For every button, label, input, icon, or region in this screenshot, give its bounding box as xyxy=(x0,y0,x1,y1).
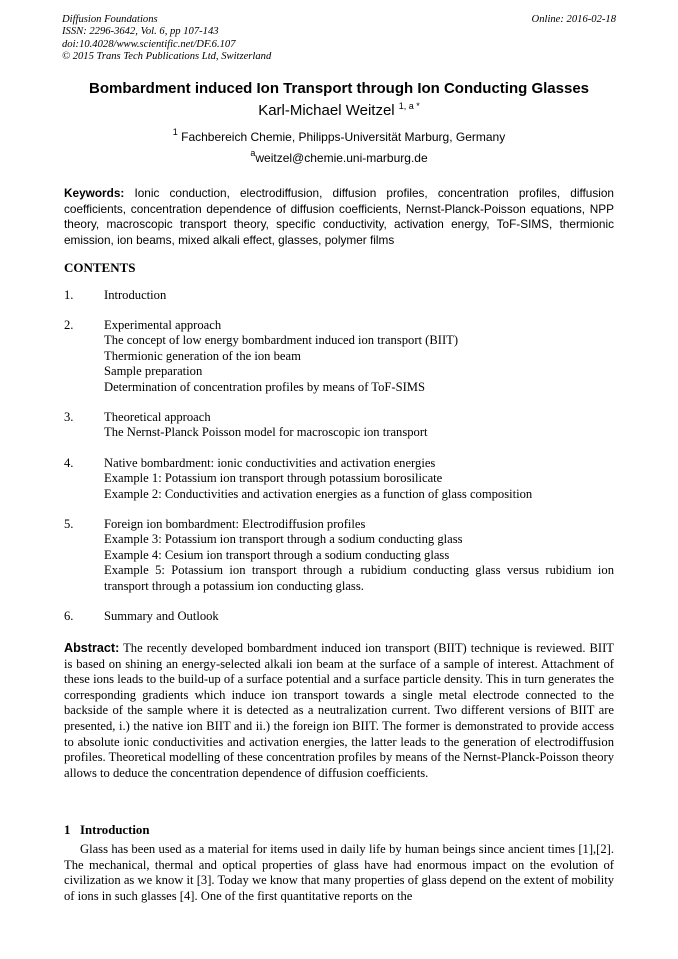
keywords-text: Ionic conduction, electrodiffusion, diffusion profiles, concentration profiles, diffusion coefficients, concentration dependence of diffusion coefficients, Nernst-Planck-Poisson equations, NPP theory, macroscopic transport theory, specific conductivity, activation energy, ToF-SIMS, thermionic emission, ion beams, mixed alkali effect, glasses, polymer films xyxy=(64,186,614,247)
keywords-paragraph xyxy=(64,186,614,248)
toc-section-number: 2. xyxy=(64,318,74,332)
abstract-label: Abstract: xyxy=(64,641,120,655)
toc-section-3 xyxy=(64,410,614,441)
toc-line: Introduction xyxy=(104,288,167,302)
email-superscript: a xyxy=(250,148,256,158)
toc-section-number: 3. xyxy=(64,410,74,424)
toc-line: Example 1: Potassium ion transport through potassium borosilicate xyxy=(104,471,443,486)
toc-section-number: 5. xyxy=(64,517,74,531)
doi-line: doi:10.4028/www.scientific.net/DF.6.107 xyxy=(62,38,236,50)
journal-name: Diffusion Foundations xyxy=(62,14,158,25)
toc-section-number: 4. xyxy=(64,456,74,470)
section-heading-introduction: 1 Introduction xyxy=(64,823,150,837)
toc-line: Thermionic generation of the ion beam xyxy=(104,348,301,363)
toc-line: Sample preparation xyxy=(104,364,203,379)
abstract-text: The recently developed bombardment induced ion transport (BIIT) technique is reviewed. BIIT is based on shining an energy-selected alkali ion beam at the surface of a sample of interest. Attachment of these ions leads to the build-up of a surface potential and a surface particle density. This in turn generates the corresponding gradients which induce ion transport towards a single metal electrode connected to the backside of the sample where it is detected as a neutralization current. Two different versions of BIIT are presented, i.) the native ion BIIT and ii.) the foreign ion BIIT. The former is demonstrated to provide access to absolute ionic conductivities and activation energies, the latter leads to the generation of electrodiffusion profiles. Theoretical modelling of these concentration profiles by means of the Nernst-Planck-Poisson theory allows to deduce the concentration dependence of diffusion coefficients. xyxy=(64,641,615,780)
toc-line: The concept of low energy bombardment induced ion transport (BIIT) xyxy=(104,333,459,348)
toc-line: Experimental approach xyxy=(104,318,222,332)
author-name: Karl-Michael Weitzel xyxy=(258,102,395,119)
toc-section-5 xyxy=(64,517,614,594)
affiliation xyxy=(40,127,638,144)
toc-line: Theoretical approach xyxy=(104,410,211,424)
issn-line: ISSN: 2296-3642, Vol. 6, pp 107-143 xyxy=(62,26,219,38)
toc-line: Example 2: Conductivities and activation energies as a function of glass composition xyxy=(104,486,533,501)
toc-line: Example 5: Potassium ion transport through a rubidium conducting glass versus rubidium ion transport through a potassium ion conducting glass. xyxy=(104,563,614,593)
email-text: weitzel@chemie.uni-marburg.de xyxy=(255,151,428,165)
author-superscript: 1, a * xyxy=(398,101,420,111)
online-date: Online: 2016-02-18 xyxy=(531,14,616,25)
contents-heading: CONTENTS xyxy=(64,260,136,275)
affiliation-superscript: 1 xyxy=(172,127,178,137)
toc-section-6 xyxy=(64,609,614,624)
toc-line: Summary and Outlook xyxy=(104,609,219,623)
toc-line: Foreign ion bombardment: Electrodiffusion profiles xyxy=(104,517,366,531)
paper-title: Bombardment induced Ion Transport through Ion Conducting Glasses xyxy=(88,80,590,97)
toc-line: Example 3: Potassium ion transport through a sodium conducting glass xyxy=(104,532,463,547)
toc-line: Example 4: Cesium ion transport through a sodium conducting glass xyxy=(104,547,450,562)
copyright-line: © 2015 Trans Tech Publications Ltd, Switzerland xyxy=(62,51,272,63)
toc-section-2 xyxy=(64,318,614,395)
toc-section-4 xyxy=(64,456,614,502)
author-line xyxy=(40,102,638,119)
toc-line: The Nernst-Planck Poisson model for macroscopic ion transport xyxy=(104,425,428,440)
toc-section-number: 1. xyxy=(64,288,74,302)
toc-line: Determination of concentration profiles by means of ToF-SIMS xyxy=(104,379,426,394)
toc-section-number: 6. xyxy=(64,609,74,623)
author-email xyxy=(40,148,638,165)
affiliation-text: Fachbereich Chemie, Philipps-Universität Marburg, Germany xyxy=(181,130,506,144)
toc-section-1 xyxy=(64,288,614,303)
keywords-label: Keywords: xyxy=(64,186,125,200)
abstract-paragraph xyxy=(64,641,614,781)
toc-line: Native bombardment: ionic conductivities and activation energies xyxy=(104,456,436,470)
introduction-paragraph: Glass has been used as a material for items used in daily life by human beings since ancient times [1],[2]. The mechanical, thermal and optical properties of glass have had enormous impact on the evolution of civilization as we know it [3]. Today we know that many properties of glass depend on the extent of mobility of ions in such glasses [4]. One of the first quantitative reports on the xyxy=(64,842,614,903)
journal-header xyxy=(62,14,616,64)
